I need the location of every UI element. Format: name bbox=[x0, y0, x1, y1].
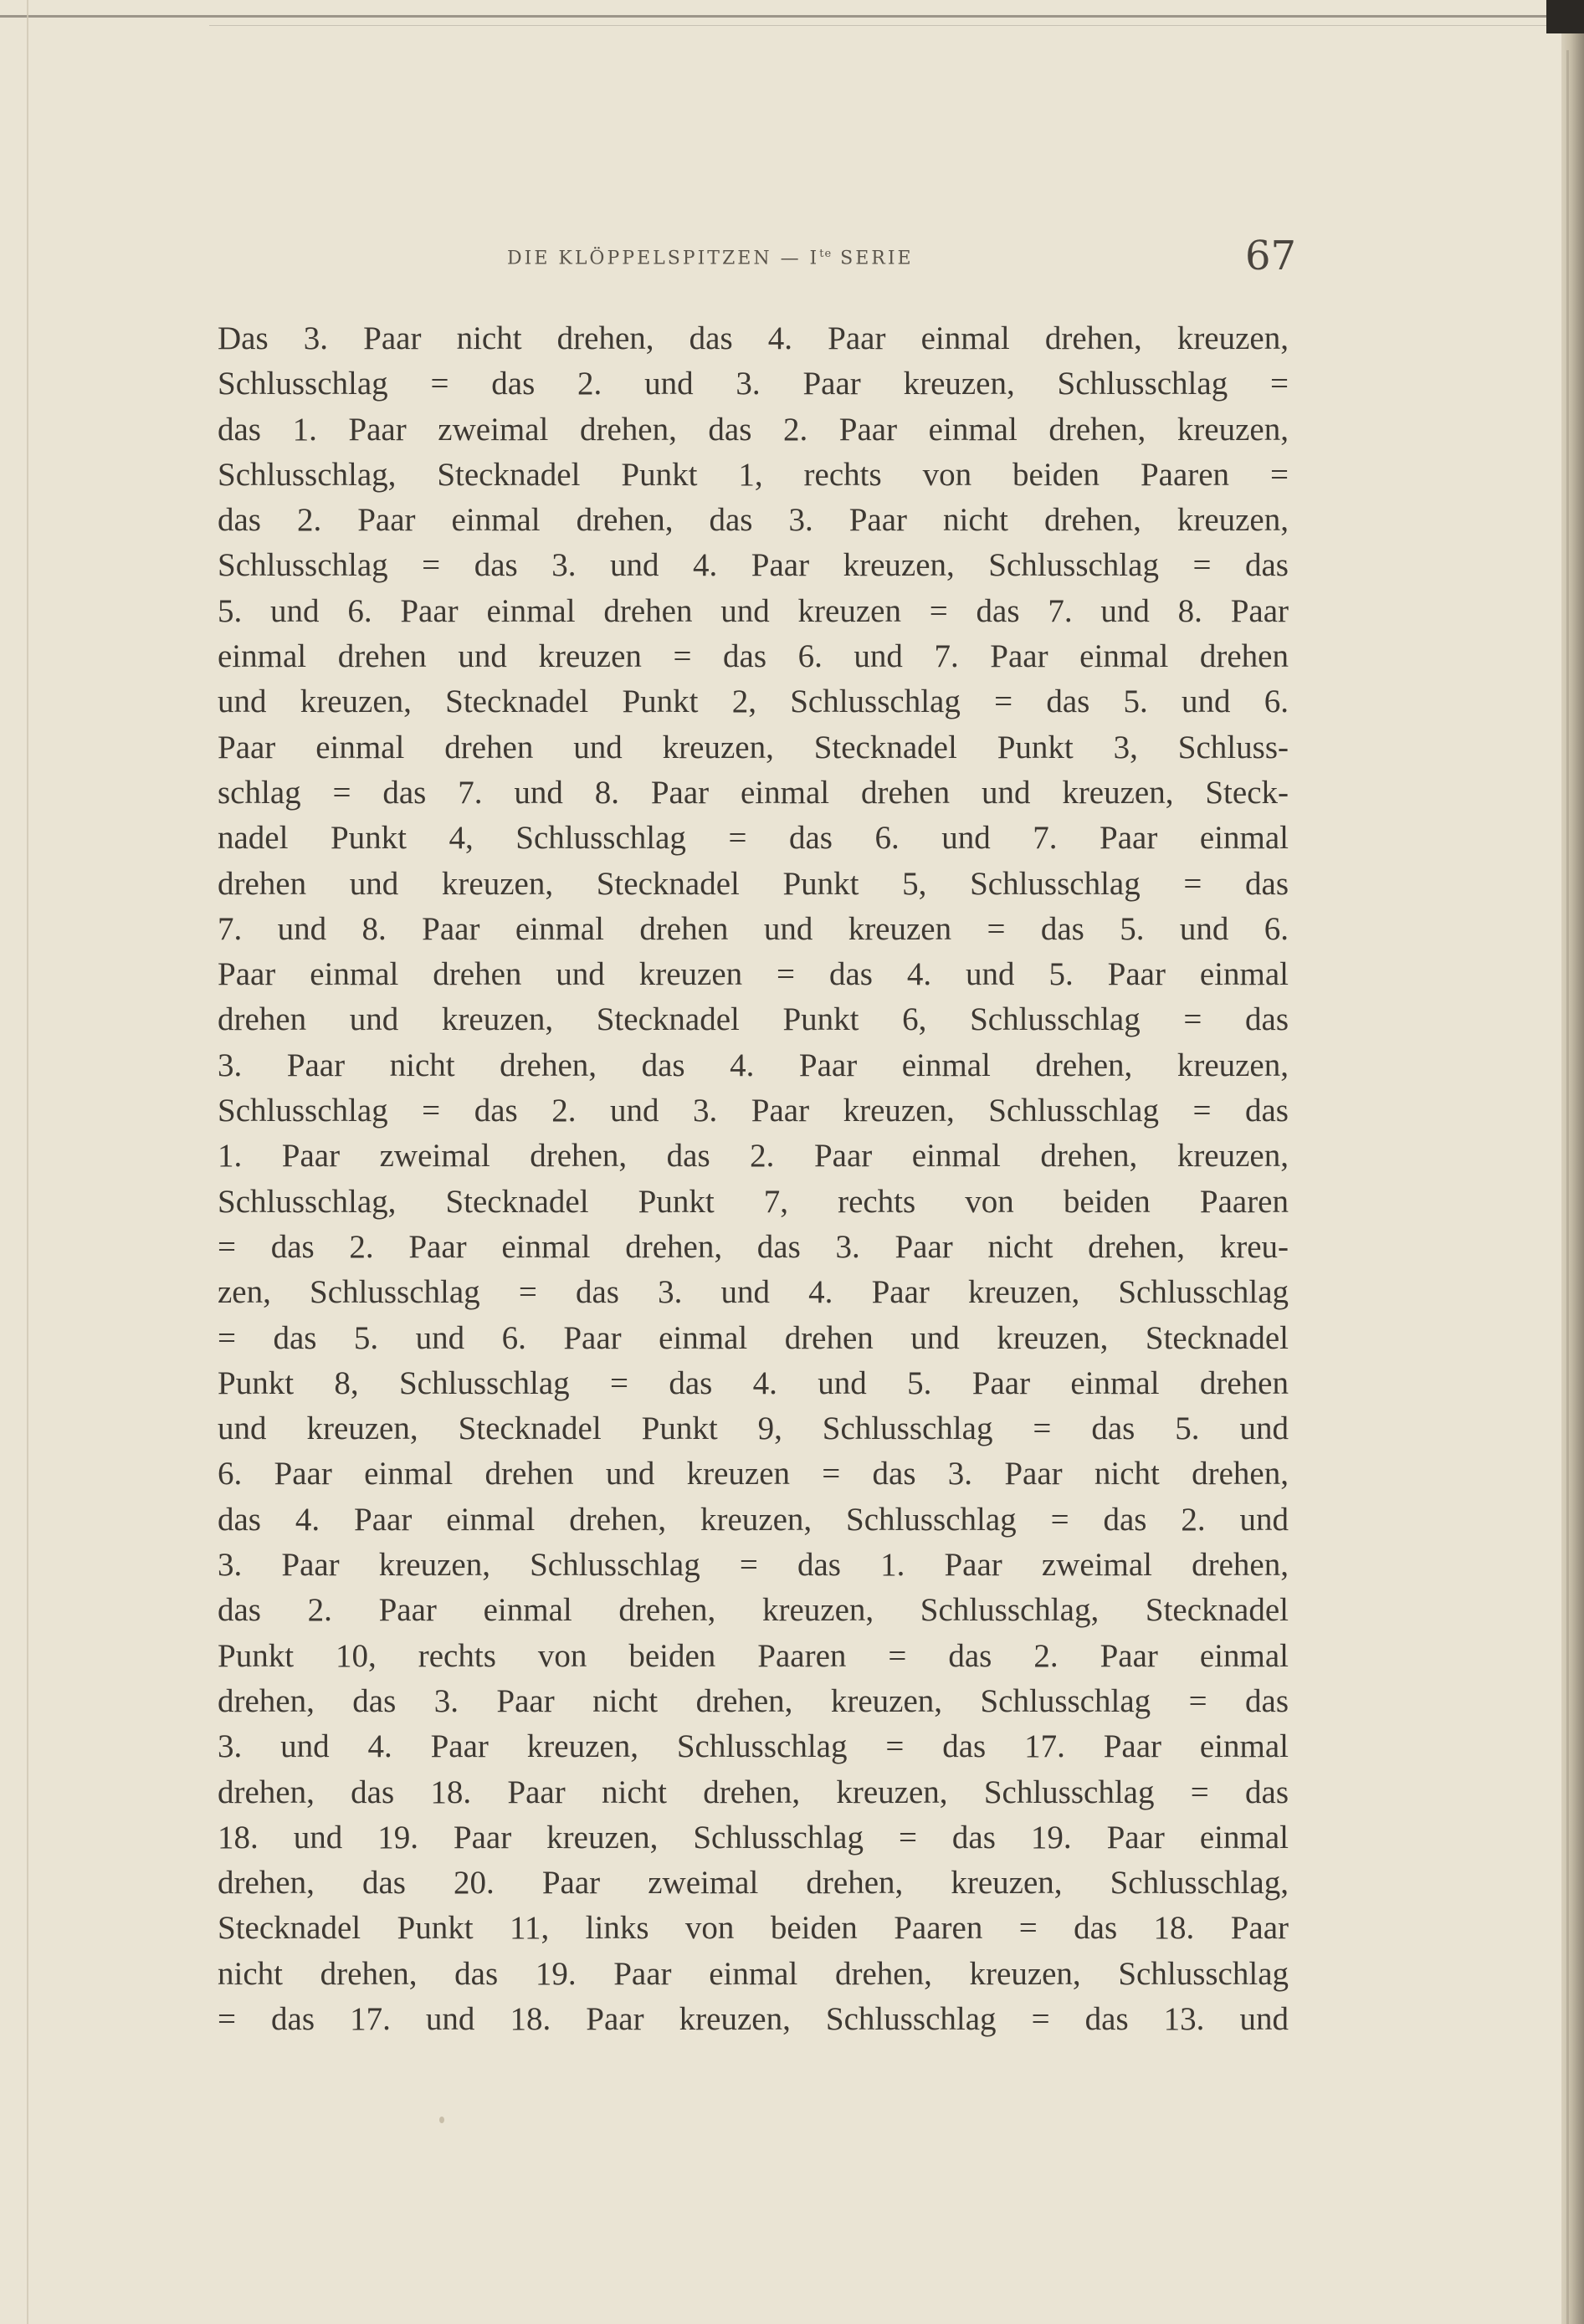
text-line: Schlusschlag = das 2. und 3. Paar kreuzen, Schlusschlag = das bbox=[218, 1093, 1289, 1129]
page-top-edge bbox=[0, 15, 1584, 18]
running-head bbox=[507, 248, 1260, 281]
running-head-main: DIE KLÖPPELSPITZEN — I bbox=[507, 248, 820, 269]
book-fore-edge bbox=[1561, 0, 1584, 2324]
text-line: 7. und 8. Paar einmal drehen und kreuzen = das 5. und 6. bbox=[218, 910, 1289, 947]
page-number: 67 bbox=[1245, 233, 1297, 279]
text-line: 18. und 19. Paar kreuzen, Schlusschlag = das 19. Paar einmal bbox=[218, 1819, 1289, 1856]
text-line: 3. und 4. Paar kreuzen, Schlusschlag = das 17. Paar einmal bbox=[218, 1728, 1289, 1765]
text-line: Schlusschlag, Stecknadel Punkt 7, rechts von beiden Paaren bbox=[218, 1183, 1289, 1220]
text-line: = das 5. und 6. Paar einmal drehen und kreuzen, Stecknadel bbox=[218, 1319, 1289, 1356]
text-line: Schlusschlag = das 3. und 4. Paar kreuzen, Schlusschlag = das bbox=[218, 547, 1289, 584]
text-line: Paar einmal drehen und kreuzen = das 4. und 5. Paar einmal bbox=[218, 956, 1289, 993]
text-line: Das 3. Paar nicht drehen, das 4. Paar einmal drehen, kreuzen, bbox=[218, 320, 1289, 356]
text-line: Punkt 8, Schlusschlag = das 4. und 5. Paar einmal drehen bbox=[218, 1364, 1289, 1401]
text-line: = das 17. und 18. Paar kreuzen, Schlusschlag = das 13. und bbox=[218, 2000, 1289, 2037]
text-line: das 2. Paar einmal drehen, das 3. Paar nicht drehen, kreuzen, bbox=[218, 502, 1289, 539]
text-line: das 2. Paar einmal drehen, kreuzen, Schlusschlag, Stecknadel bbox=[218, 1592, 1289, 1629]
page-right-edge bbox=[1566, 50, 1569, 2324]
book-corner-shadow bbox=[1546, 0, 1584, 33]
text-line: nicht drehen, das 19. Paar einmal drehen, kreuzen, Schlusschlag bbox=[218, 1955, 1289, 1992]
text-line: nadel Punkt 4, Schlusschlag = das 6. und 7. Paar einmal bbox=[218, 820, 1289, 857]
text-line: 3. Paar kreuzen, Schlusschlag = das 1. Paar zweimal drehen, bbox=[218, 1547, 1289, 1584]
running-head-superscript: te bbox=[819, 248, 833, 260]
text-line: drehen, das 20. Paar zweimal drehen, kreuzen, Schlusschlag, bbox=[218, 1865, 1289, 1902]
text-line: Stecknadel Punkt 11, links von beiden Paaren = das 18. Paar bbox=[218, 1910, 1289, 1947]
text-line: 5. und 6. Paar einmal drehen und kreuzen = das 7. und 8. Paar bbox=[218, 592, 1289, 629]
text-line: und kreuzen, Stecknadel Punkt 9, Schlusschlag = das 5. und bbox=[218, 1410, 1289, 1447]
text-line: das 1. Paar zweimal drehen, das 2. Paar einmal drehen, kreuzen, bbox=[218, 411, 1289, 448]
text-line: 1. Paar zweimal drehen, das 2. Paar einmal drehen, kreuzen, bbox=[218, 1138, 1289, 1175]
text-line: zen, Schlusschlag = das 3. und 4. Paar kreuzen, Schlusschlag bbox=[218, 1274, 1289, 1311]
text-line: einmal drehen und kreuzen = das 6. und 7. Paar einmal drehen bbox=[218, 638, 1289, 675]
text-line: das 4. Paar einmal drehen, kreuzen, Schlusschlag = das 2. und bbox=[218, 1501, 1289, 1538]
text-line: drehen, das 3. Paar nicht drehen, kreuzen, Schlusschlag = das bbox=[218, 1682, 1289, 1719]
text-line: drehen und kreuzen, Stecknadel Punkt 5, Schlusschlag = das bbox=[218, 865, 1289, 902]
paper-spot bbox=[439, 2117, 444, 2123]
page-left-edge bbox=[27, 0, 28, 2324]
text-line: = das 2. Paar einmal drehen, das 3. Paar nicht drehen, kreu- bbox=[218, 1228, 1289, 1265]
text-line: Paar einmal drehen und kreuzen, Stecknadel Punkt 3, Schluss- bbox=[218, 729, 1289, 765]
text-line: 6. Paar einmal drehen und kreuzen = das 3. Paar nicht drehen, bbox=[218, 1456, 1289, 1492]
text-line: und kreuzen, Stecknadel Punkt 2, Schlusschlag = das 5. und 6. bbox=[218, 683, 1289, 720]
text-line: drehen und kreuzen, Stecknadel Punkt 6, Schlusschlag = das bbox=[218, 1001, 1289, 1038]
text-line: schlag = das 7. und 8. Paar einmal drehen und kreuzen, Steck- bbox=[218, 774, 1289, 811]
text-line: Punkt 10, rechts von beiden Paaren = das 2. Paar einmal bbox=[218, 1637, 1289, 1674]
text-line: 3. Paar nicht drehen, das 4. Paar einmal drehen, kreuzen, bbox=[218, 1047, 1289, 1083]
text-line: drehen, das 18. Paar nicht drehen, kreuzen, Schlusschlag = das bbox=[218, 1774, 1289, 1810]
page-top-rule bbox=[209, 25, 1548, 26]
running-head-end: SERIE bbox=[832, 248, 914, 269]
body-text bbox=[218, 316, 1289, 2042]
text-line: Schlusschlag, Stecknadel Punkt 1, rechts von beiden Paaren = bbox=[218, 456, 1289, 493]
text-line: Schlusschlag = das 2. und 3. Paar kreuzen, Schlusschlag = bbox=[218, 366, 1289, 402]
